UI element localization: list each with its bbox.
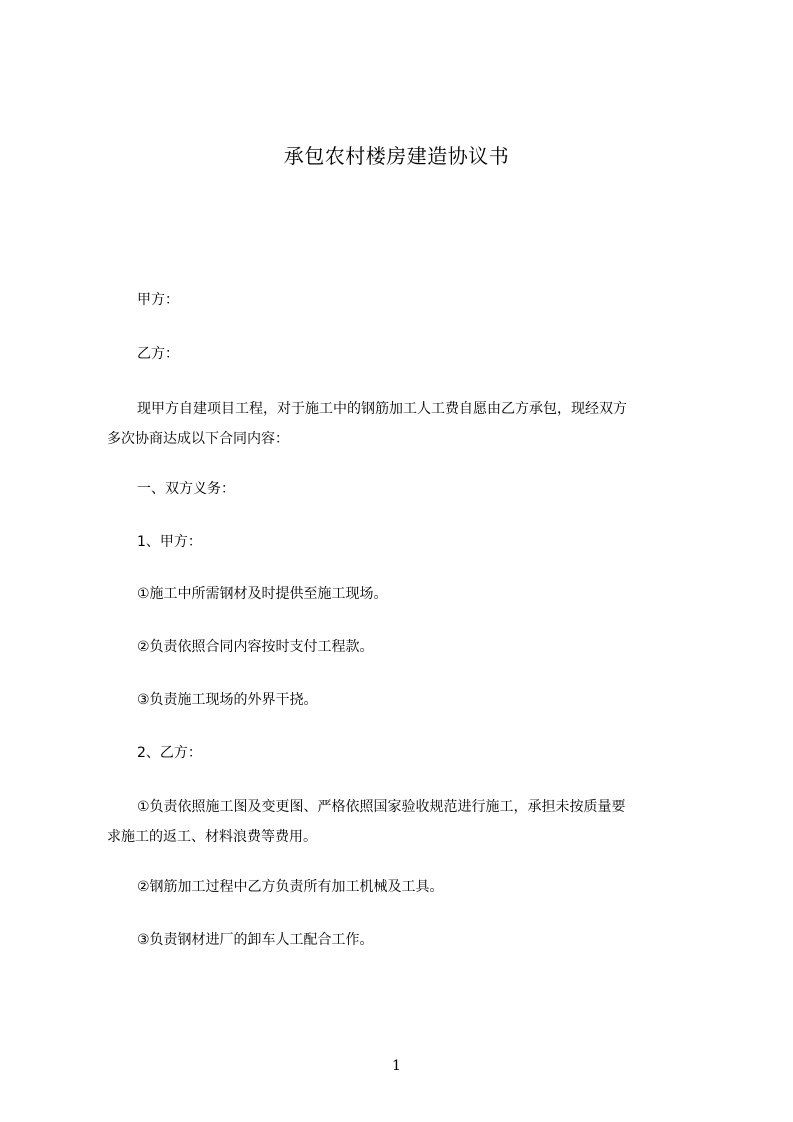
page-number: 1 (392, 1058, 401, 1074)
party-b-label: 乙方： (137, 346, 179, 362)
party-a-duty-1: ①施工中所需钢材及时提供至施工现场。 (137, 586, 388, 602)
document-title: 承包农村楼房建造协议书 (283, 144, 510, 168)
party-a-duty-3: ③负责施工现场的外界干挠。 (137, 692, 318, 708)
party-b-duties-heading: 2、乙方： (137, 745, 202, 761)
intro-line-2: 多次协商达成以下合同内容： (107, 431, 289, 447)
party-a-duties-heading: 1、甲方： (137, 534, 202, 550)
party-b-duty-3: ③负责钢材进厂的卸车人工配合工作。 (137, 932, 374, 948)
party-b-duty-2: ②钢筋加工过程中乙方负责所有加工机械及工具。 (137, 879, 444, 895)
party-b-duty-1-line-1: ①负责依照施工图及变更图、严格依照国家验收规范进行施工，承担未按质量要 (137, 799, 626, 815)
intro-line-1: 现甲方自建项目工程，对于施工中的钢筋加工人工费自愿由乙方承包，现经双方 (137, 401, 627, 417)
party-b-duty-1-line-2: 求施工的返工、材料浪费等费用。 (107, 829, 317, 845)
party-b-duty-1 (107, 792, 717, 852)
party-a-label: 甲方： (137, 292, 179, 308)
party-a-duty-2: ②负责依照合同内容按时支付工程款。 (137, 639, 374, 655)
intro-paragraph (107, 394, 717, 454)
section-1-heading: 一、双方义务： (137, 481, 235, 497)
